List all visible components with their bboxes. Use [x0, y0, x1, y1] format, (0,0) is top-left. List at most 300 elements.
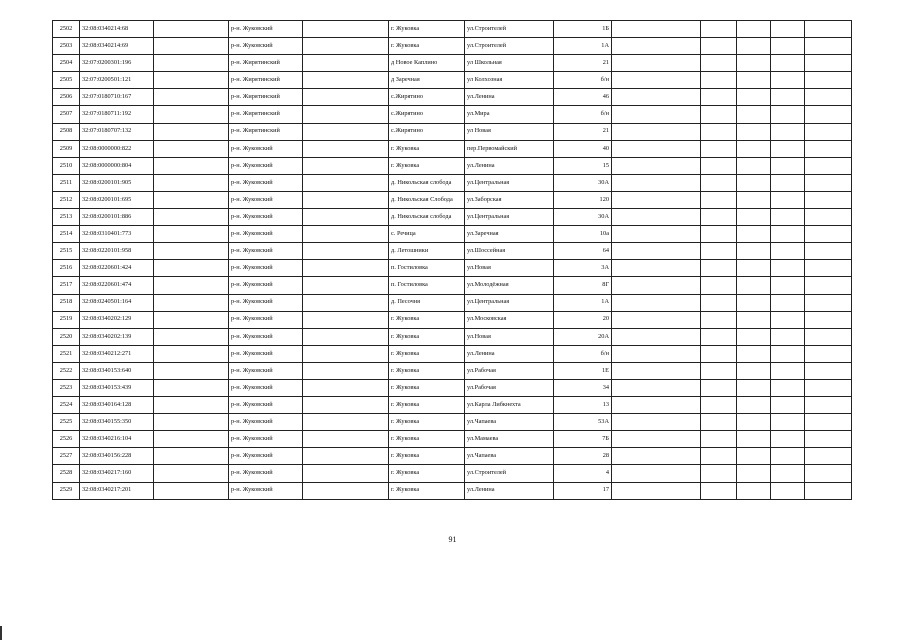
blank-cell [805, 448, 852, 465]
blank-cell [737, 72, 771, 89]
street-cell: ул Школьная [465, 55, 554, 72]
street-cell: ул.Ленина [465, 345, 554, 362]
blank-cell [805, 140, 852, 157]
blank-cell [805, 191, 852, 208]
blank-cell [771, 328, 805, 345]
blank-cell [737, 260, 771, 277]
street-cell: ул.Молодёжная [465, 277, 554, 294]
cadastral-number-cell: 32:08:0340156:228 [80, 448, 154, 465]
blank-cell [303, 414, 389, 431]
district-cell: р-н. Жирятинский [229, 55, 303, 72]
locality-cell: г. Жуковка [389, 465, 465, 482]
blank-cell [612, 209, 701, 226]
cadastral-number-cell: 32:08:0340216:104 [80, 431, 154, 448]
blank-cell [805, 174, 852, 191]
blank-cell [737, 226, 771, 243]
blank-cell [612, 140, 701, 157]
blank-cell [154, 38, 229, 55]
locality-cell: г. Жуковка [389, 397, 465, 414]
table-row [53, 106, 852, 123]
row-number-cell: 2523 [53, 379, 80, 396]
blank-cell [771, 38, 805, 55]
row-number-cell: 2524 [53, 397, 80, 414]
blank-cell [701, 294, 737, 311]
table-row [53, 379, 852, 396]
row-number-cell: 2518 [53, 294, 80, 311]
blank-cell [701, 482, 737, 499]
blank-cell [303, 38, 389, 55]
blank-cell [737, 465, 771, 482]
blank-cell [737, 123, 771, 140]
house-number-cell: 13 [554, 397, 612, 414]
blank-cell [701, 260, 737, 277]
table-row [53, 294, 852, 311]
street-cell: ул.Центральная [465, 209, 554, 226]
blank-cell [701, 89, 737, 106]
district-cell: р-н. Жуковский [229, 397, 303, 414]
house-number-cell: 64 [554, 243, 612, 260]
locality-cell: г. Жуковка [389, 157, 465, 174]
cadastral-number-cell: 32:08:0200101:695 [80, 191, 154, 208]
blank-cell [701, 38, 737, 55]
blank-cell [612, 345, 701, 362]
row-number-cell: 2504 [53, 55, 80, 72]
blank-cell [771, 482, 805, 499]
row-number-cell: 2517 [53, 277, 80, 294]
blank-cell [771, 448, 805, 465]
house-number-cell: 20 [554, 311, 612, 328]
locality-cell: г. Жуковка [389, 431, 465, 448]
table-row [53, 72, 852, 89]
blank-cell [612, 72, 701, 89]
blank-cell [805, 72, 852, 89]
row-number-cell: 2520 [53, 328, 80, 345]
blank-cell [701, 21, 737, 38]
table-row [53, 431, 852, 448]
blank-cell [805, 294, 852, 311]
district-cell: р-н. Жуковский [229, 379, 303, 396]
street-cell: ул.Новая [465, 260, 554, 277]
locality-cell: г. Жуковка [389, 345, 465, 362]
house-number-cell: 1Е [554, 362, 612, 379]
row-number-cell: 2510 [53, 157, 80, 174]
blank-cell [612, 431, 701, 448]
blank-cell [303, 55, 389, 72]
cadastral-number-cell: 32:07:0200301:196 [80, 55, 154, 72]
locality-cell: д Новое Каплино [389, 55, 465, 72]
blank-cell [701, 431, 737, 448]
street-cell: ул.Центральная [465, 174, 554, 191]
locality-cell: г. Жуковка [389, 379, 465, 396]
locality-cell: г. Жуковка [389, 21, 465, 38]
house-number-cell: 53А [554, 414, 612, 431]
blank-cell [154, 311, 229, 328]
blank-cell [612, 55, 701, 72]
row-number-cell: 2525 [53, 414, 80, 431]
blank-cell [771, 106, 805, 123]
blank-cell [805, 328, 852, 345]
blank-cell [154, 157, 229, 174]
district-cell: р-н. Жуковский [229, 448, 303, 465]
blank-cell [701, 72, 737, 89]
district-cell: р-н. Жуковский [229, 294, 303, 311]
cadastral-number-cell: 32:08:0340212:271 [80, 345, 154, 362]
street-cell: ул.Заборская [465, 191, 554, 208]
street-cell: ул.Мира [465, 106, 554, 123]
blank-cell [771, 243, 805, 260]
district-cell: р-н. Жуковский [229, 209, 303, 226]
house-number-cell: 46 [554, 89, 612, 106]
district-cell: р-н. Жуковский [229, 328, 303, 345]
blank-cell [805, 157, 852, 174]
blank-cell [303, 209, 389, 226]
blank-cell [612, 362, 701, 379]
blank-cell [303, 431, 389, 448]
blank-cell [701, 379, 737, 396]
table-row [53, 123, 852, 140]
blank-cell [154, 72, 229, 89]
blank-cell [771, 174, 805, 191]
blank-cell [771, 379, 805, 396]
register-table-body [53, 21, 852, 500]
blank-cell [737, 379, 771, 396]
blank-cell [737, 345, 771, 362]
table-row [53, 397, 852, 414]
street-cell: ул.Строителей [465, 465, 554, 482]
blank-cell [154, 328, 229, 345]
blank-cell [805, 277, 852, 294]
district-cell: р-н. Жуковский [229, 38, 303, 55]
house-number-cell: 21 [554, 123, 612, 140]
house-number-cell: 20А [554, 328, 612, 345]
district-cell: р-н. Жуковский [229, 140, 303, 157]
table-row [53, 21, 852, 38]
locality-cell: д. Никольская Слобода [389, 191, 465, 208]
district-cell: р-н. Жуковский [229, 431, 303, 448]
locality-cell: с.Жирятино [389, 106, 465, 123]
blank-cell [805, 311, 852, 328]
blank-cell [154, 379, 229, 396]
row-number-cell: 2507 [53, 106, 80, 123]
locality-cell: г. Жуковка [389, 328, 465, 345]
blank-cell [612, 106, 701, 123]
row-number-cell: 2514 [53, 226, 80, 243]
house-number-cell: б/н [554, 106, 612, 123]
table-row [53, 482, 852, 499]
blank-cell [154, 106, 229, 123]
blank-cell [737, 448, 771, 465]
locality-cell: г. Жуковка [389, 140, 465, 157]
district-cell: р-н. Жуковский [229, 414, 303, 431]
row-number-cell: 2502 [53, 21, 80, 38]
locality-cell: с. Речица [389, 226, 465, 243]
table-row [53, 277, 852, 294]
locality-cell: д. Летошники [389, 243, 465, 260]
blank-cell [154, 191, 229, 208]
blank-cell [805, 123, 852, 140]
row-number-cell: 2505 [53, 72, 80, 89]
blank-cell [154, 243, 229, 260]
blank-cell [303, 448, 389, 465]
blank-cell [612, 260, 701, 277]
blank-cell [805, 260, 852, 277]
blank-cell [771, 260, 805, 277]
blank-cell [303, 260, 389, 277]
street-cell: ул.Московская [465, 311, 554, 328]
blank-cell [154, 55, 229, 72]
district-cell: р-н. Жуковский [229, 243, 303, 260]
blank-cell [805, 38, 852, 55]
blank-cell [771, 294, 805, 311]
blank-cell [805, 379, 852, 396]
blank-cell [737, 106, 771, 123]
blank-cell [154, 174, 229, 191]
blank-cell [805, 431, 852, 448]
row-number-cell: 2506 [53, 89, 80, 106]
house-number-cell: 4 [554, 465, 612, 482]
blank-cell [771, 345, 805, 362]
street-cell: пер.Первомайский [465, 140, 554, 157]
locality-cell: г. Жуковка [389, 414, 465, 431]
blank-cell [737, 89, 771, 106]
locality-cell: г. Жуковка [389, 448, 465, 465]
house-number-cell: 10а [554, 226, 612, 243]
table-row [53, 38, 852, 55]
blank-cell [737, 482, 771, 499]
blank-cell [701, 277, 737, 294]
table-row [53, 465, 852, 482]
blank-cell [612, 448, 701, 465]
district-cell: р-н. Жуковский [229, 191, 303, 208]
blank-cell [737, 38, 771, 55]
house-number-cell: 8Г [554, 277, 612, 294]
street-cell: ул Колхозная [465, 72, 554, 89]
blank-cell [771, 191, 805, 208]
blank-cell [303, 294, 389, 311]
blank-cell [154, 209, 229, 226]
table-row [53, 209, 852, 226]
street-cell: ул.Чапаева [465, 414, 554, 431]
locality-cell: г. Жуковка [389, 38, 465, 55]
table-row [53, 157, 852, 174]
district-cell: р-н. Жуковский [229, 226, 303, 243]
blank-cell [303, 345, 389, 362]
district-cell: р-н. Жуковский [229, 362, 303, 379]
locality-cell: д. Никольская слобода [389, 209, 465, 226]
street-cell: ул.Строителей [465, 21, 554, 38]
blank-cell [612, 379, 701, 396]
blank-cell [737, 140, 771, 157]
blank-cell [701, 448, 737, 465]
blank-cell [701, 209, 737, 226]
blank-cell [303, 89, 389, 106]
blank-cell [737, 277, 771, 294]
blank-cell [771, 157, 805, 174]
blank-cell [701, 106, 737, 123]
cadastral-number-cell: 32:08:0340153:640 [80, 362, 154, 379]
page-number: 91 [448, 535, 457, 544]
table-row [53, 174, 852, 191]
table-row [53, 191, 852, 208]
blank-cell [771, 55, 805, 72]
blank-cell [303, 311, 389, 328]
street-cell: ул.Рабочая [465, 379, 554, 396]
blank-cell [303, 123, 389, 140]
blank-cell [805, 209, 852, 226]
row-number-cell: 2509 [53, 140, 80, 157]
house-number-cell: 40 [554, 140, 612, 157]
blank-cell [612, 482, 701, 499]
cadastral-number-cell: 32:08:0340155:350 [80, 414, 154, 431]
cadastral-number-cell: 32:08:0340202:129 [80, 311, 154, 328]
blank-cell [805, 55, 852, 72]
cadastral-number-cell: 32:07:0180707:132 [80, 123, 154, 140]
district-cell: р-н. Жуковский [229, 21, 303, 38]
district-cell: р-н. Жирятинский [229, 89, 303, 106]
house-number-cell: 17 [554, 482, 612, 499]
district-cell: р-н. Жуковский [229, 311, 303, 328]
blank-cell [303, 243, 389, 260]
blank-cell [701, 397, 737, 414]
property-register-table [52, 20, 852, 500]
row-number-cell: 2527 [53, 448, 80, 465]
blank-cell [154, 140, 229, 157]
blank-cell [805, 362, 852, 379]
blank-cell [154, 123, 229, 140]
cadastral-number-cell: 32:08:0220601:424 [80, 260, 154, 277]
cadastral-number-cell: 32:08:0240501:164 [80, 294, 154, 311]
blank-cell [701, 345, 737, 362]
cadastral-number-cell: 32:08:0340217:160 [80, 465, 154, 482]
blank-cell [612, 294, 701, 311]
row-number-cell: 2513 [53, 209, 80, 226]
blank-cell [154, 345, 229, 362]
blank-cell [612, 465, 701, 482]
blank-cell [737, 311, 771, 328]
house-number-cell: 30А [554, 174, 612, 191]
table-row [53, 328, 852, 345]
blank-cell [612, 397, 701, 414]
house-number-cell: 3А [554, 260, 612, 277]
blank-cell [737, 243, 771, 260]
blank-cell [701, 55, 737, 72]
blank-cell [303, 277, 389, 294]
blank-cell [771, 431, 805, 448]
house-number-cell: б/н [554, 345, 612, 362]
blank-cell [701, 311, 737, 328]
cadastral-number-cell: 32:08:0340164:128 [80, 397, 154, 414]
blank-cell [612, 21, 701, 38]
table-row [53, 260, 852, 277]
locality-cell: д. Никольская слобода [389, 174, 465, 191]
cadastral-number-cell: 32:08:0200101:886 [80, 209, 154, 226]
row-number-cell: 2522 [53, 362, 80, 379]
blank-cell [154, 465, 229, 482]
row-number-cell: 2511 [53, 174, 80, 191]
blank-cell [303, 328, 389, 345]
blank-cell [154, 226, 229, 243]
blank-cell [737, 414, 771, 431]
house-number-cell: 7Б [554, 431, 612, 448]
cadastral-number-cell: 32:07:0180711:192 [80, 106, 154, 123]
street-cell: ул.Строителей [465, 38, 554, 55]
cadastral-number-cell: 32:07:0200501:121 [80, 72, 154, 89]
row-number-cell: 2529 [53, 482, 80, 499]
house-number-cell: б/н [554, 72, 612, 89]
street-cell: ул.Шоссейная [465, 243, 554, 260]
blank-cell [612, 277, 701, 294]
street-cell: ул.Новая [465, 328, 554, 345]
cadastral-number-cell: 32:08:0000000:804 [80, 157, 154, 174]
locality-cell: с.Жирятино [389, 89, 465, 106]
locality-cell: п. Гостиловка [389, 277, 465, 294]
blank-cell [771, 123, 805, 140]
blank-cell [737, 174, 771, 191]
street-cell: ул.Ленина [465, 482, 554, 499]
table-row [53, 140, 852, 157]
blank-cell [701, 243, 737, 260]
blank-cell [701, 328, 737, 345]
district-cell: р-н. Жуковский [229, 157, 303, 174]
row-number-cell: 2526 [53, 431, 80, 448]
blank-cell [701, 465, 737, 482]
blank-cell [303, 226, 389, 243]
locality-cell: п. Гостиловка [389, 260, 465, 277]
blank-cell [154, 431, 229, 448]
blank-cell [612, 243, 701, 260]
blank-cell [303, 174, 389, 191]
street-cell: ул.Центральная [465, 294, 554, 311]
blank-cell [771, 72, 805, 89]
blank-cell [303, 21, 389, 38]
house-number-cell: 30А [554, 209, 612, 226]
blank-cell [771, 89, 805, 106]
blank-cell [805, 226, 852, 243]
row-number-cell: 2515 [53, 243, 80, 260]
blank-cell [737, 209, 771, 226]
blank-cell [805, 397, 852, 414]
blank-cell [154, 21, 229, 38]
blank-cell [303, 106, 389, 123]
district-cell: р-н. Жуковский [229, 277, 303, 294]
street-cell: ул.Рабочая [465, 362, 554, 379]
blank-cell [805, 482, 852, 499]
blank-cell [737, 362, 771, 379]
locality-cell: г. Жуковка [389, 311, 465, 328]
cadastral-number-cell: 32:08:0340217:201 [80, 482, 154, 499]
house-number-cell: 1А [554, 38, 612, 55]
street-cell: ул.Заречная [465, 226, 554, 243]
cadastral-number-cell: 32:08:0000000:822 [80, 140, 154, 157]
blank-cell [154, 277, 229, 294]
cadastral-number-cell: 32:08:0310401:773 [80, 226, 154, 243]
blank-cell [303, 465, 389, 482]
blank-cell [154, 89, 229, 106]
house-number-cell: 1Б [554, 21, 612, 38]
blank-cell [612, 174, 701, 191]
blank-cell [701, 362, 737, 379]
blank-cell [303, 397, 389, 414]
blank-cell [154, 397, 229, 414]
table-row [53, 362, 852, 379]
blank-cell [154, 448, 229, 465]
row-number-cell: 2516 [53, 260, 80, 277]
table-row [53, 55, 852, 72]
blank-cell [771, 311, 805, 328]
house-number-cell: 1А [554, 294, 612, 311]
blank-cell [805, 243, 852, 260]
district-cell: р-н. Жирятинский [229, 123, 303, 140]
